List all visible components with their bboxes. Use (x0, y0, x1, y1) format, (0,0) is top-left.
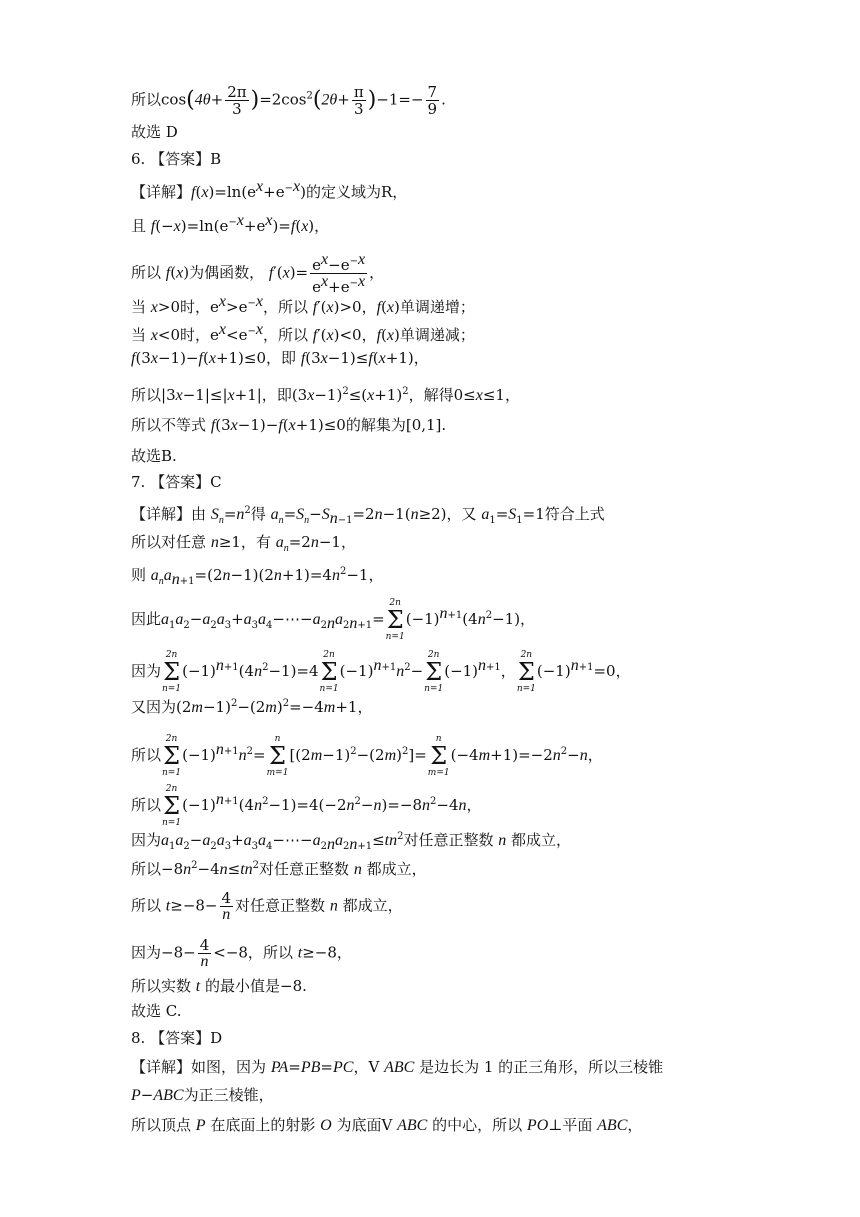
text-line-27: 故选 C. (131, 1002, 182, 1020)
text-line-17: 因此$a_1a_2-a_2a_3+a_3a_4-\cdots-a_{2n}a_{2n+1}=$ 2n Σ n=1 $(-1)^{n+1}(4n^2-1)$， (131, 598, 536, 642)
text-line-31: 所以顶点 P 在底面上的射影 O 为底面V ABC 的中心，所以 PO⊥平面 ABC， (131, 1116, 643, 1134)
text-line-7: 当 x>0时，$e^x>e^{-x}$，所以 f′(x)>0，f(x)单调递增； (131, 293, 475, 316)
question-7-header: 7. 【答案】C (131, 473, 222, 491)
text-line-30: P−ABC为正三棱锥， (131, 1086, 274, 1104)
text-line-4: 【详解】$f(x)=\ln(e^x+e^{-x})$的定义域为R， (131, 178, 408, 201)
text-line-25: 因为−8− $\frac{4}{n}$ <−8，所以 t≥−8， (131, 936, 352, 970)
text-line-14: 【详解】由 $S_n=n^2$得 $a_n=S_n-S_{n-1}=2n-1(n\ge 2)$，又 $a_1=S_1=1$符合上式 (131, 505, 605, 527)
text-line-1: 所以cos(4θ+ $\frac{2\pi}{3}$ )$=2\cos^2(2\theta+$ $\frac{\pi}{3}$ )−1=− $\frac{7}{9}$ . (131, 83, 446, 118)
text-line-15: 所以对任意 n≥1，有 $a_n=2n-1$， (131, 533, 356, 555)
text-line-5: 且 $f(-x)=\ln(e^{-x}+e^x)=f(x)$， (131, 212, 330, 235)
text-line-10: 所以|3x−1|≤|x+1|，即$(3x-1)^2\le(x+1)^2$，解得0≤x≤1， (131, 386, 520, 404)
text-line-20: 所以 2n Σ n=1 $(-1)^{n+1}n^2=$ n Σ m=1 $[(2m-1)^2-(2m)^2]=$ n Σ m=1 $(-4m+1)=-2n^2-n$， (131, 734, 603, 778)
text-line-29: 【详解】如图，因为 PA=PB=PC，V ABC 是边长为 1 的正三角形，所以三棱锥 (131, 1058, 664, 1076)
text-line-6: 所以 f(x)为偶函数， f′(x)= $\frac{e^x-e^{-x}}{e^x+e^{-x}}$ ， (131, 251, 385, 296)
text-line-18: 因为 2n Σ n=1 $(-1)^{n+1}(4n^2-1)=4$ 2n Σ n=1 $(-1)^{n+1}n^2-$ 2n Σ n=1 $(-1)^{n+1}$， 2n Σ n=1 $(-1)^{n+1}=0$， (131, 650, 631, 694)
text-line-9: f(3x−1)−f(x+1)≤0，即 f(3x−1)≤f(x+1)， (131, 349, 429, 367)
question-8-header: 8. 【答案】D (131, 1029, 223, 1047)
text-line-21: 所以 2n Σ n=1 $(-1)^{n+1}(4n^2-1)=4(-2n^2-n)=-8n^2-4n$， (131, 784, 482, 828)
text-line-23: 所以$-8n^2-4n\le tn^2$对任意正整数 n 都成立， (131, 860, 427, 878)
text-line-12: 故选B. (131, 447, 177, 465)
text-line-22: 因为$a_1a_2-a_2a_3+a_3a_4-\cdots-a_{2n}a_{2n+1}\le tn^2$对任意正整数 n 都成立， (131, 831, 572, 853)
text-line-24: 所以 t≥−8− $\frac{4}{n}$ 对任意正整数 n 都成立， (131, 889, 403, 923)
text-line-26: 所以实数 t 的最小值是−8. (131, 977, 307, 995)
text-line-11: 所以不等式 f(3x−1)−f(x+1)≤0的解集为[0,1]. (131, 416, 447, 434)
question-6-header: 6. 【答案】B (131, 150, 222, 168)
text-line-16: 则 $a_na_{n+1}=(2n-1)(2n+1)=4n^2-1$， (131, 566, 384, 588)
text-line-19: 又因为$(2m-1)^2-(2m)^2=-4m+1$， (131, 698, 373, 716)
text-line-8: 当 x<0时，$e^x<e^{-x}$，所以 f′(x)<0，f(x)单调递减； (131, 321, 475, 344)
text-line-2: 故选 D (131, 123, 178, 141)
